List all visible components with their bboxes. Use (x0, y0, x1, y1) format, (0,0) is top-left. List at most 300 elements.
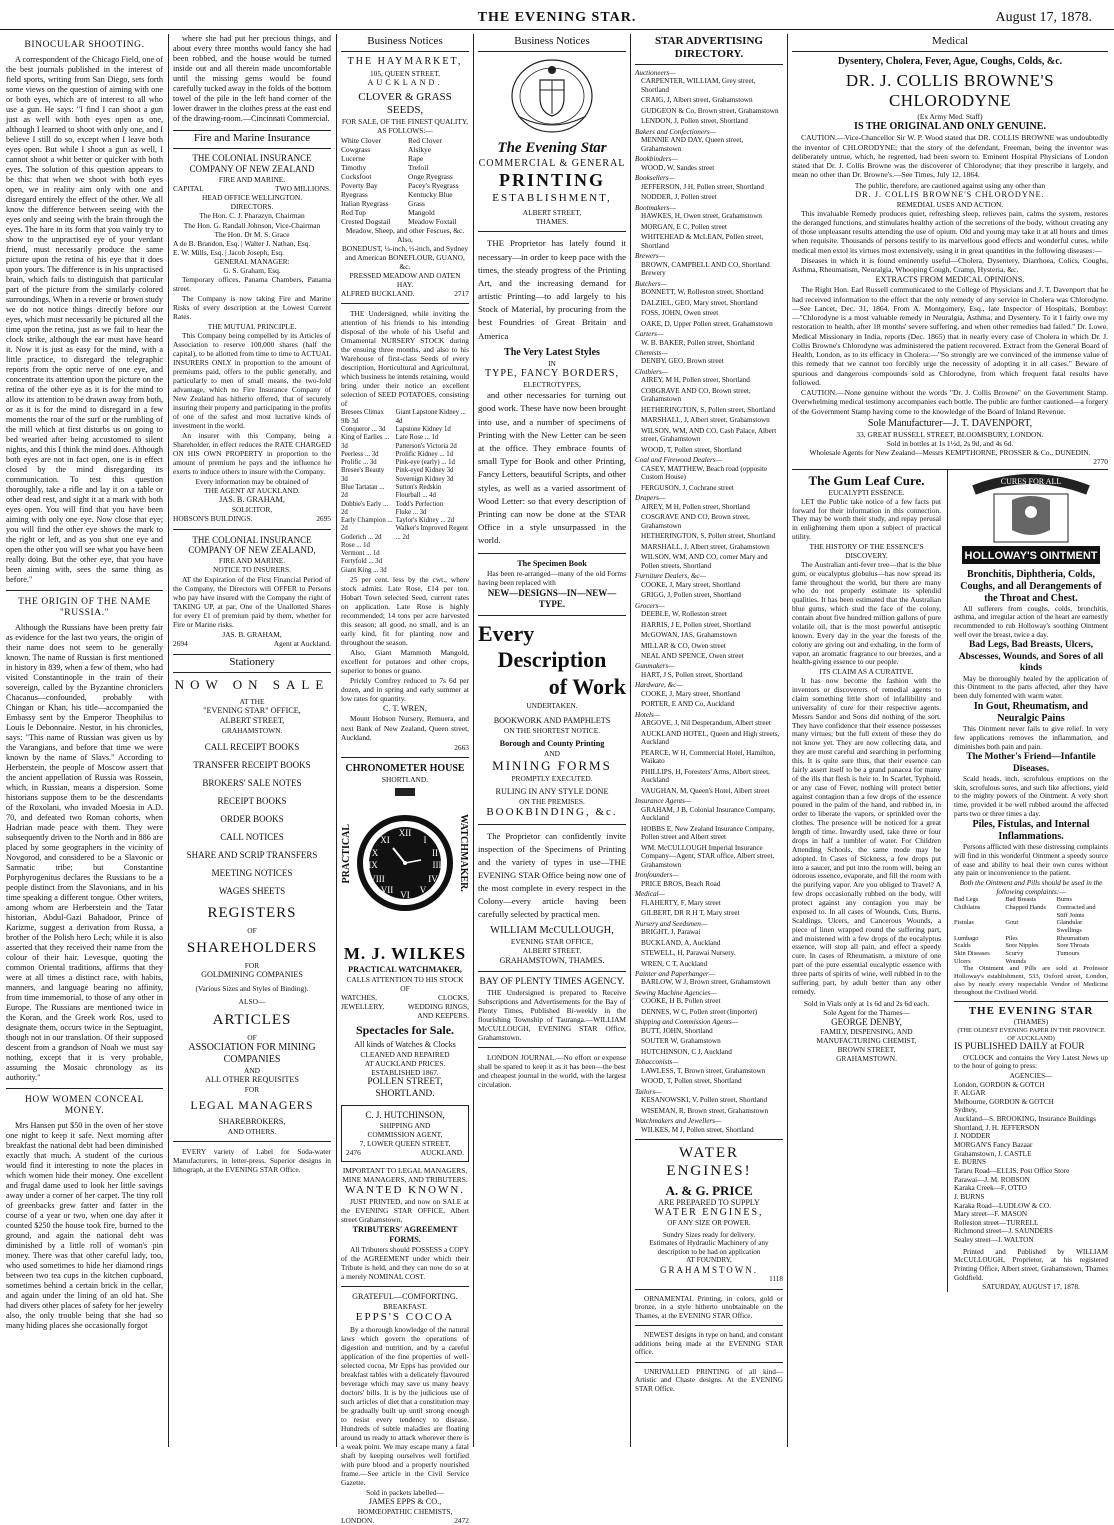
text: Sole Manufacturer—J. T. DAVENPORT, (867, 417, 1033, 429)
text: CLEANED AND REPAIRED (360, 1050, 450, 1060)
text: An insurer with this Company, being a Shareholder, in effect reduces the RATE CHARGED ON HIS OWN PROPERTY in proportion to the amount of premium he pays and the influence he exerts to induce others to insure with the Company. (173, 431, 331, 477)
directory-entry: AUCKLAND HOTEL, Queen and High streets, Auckland (641, 729, 780, 747)
ad-box (341, 1105, 469, 1162)
seed-item: Red Top (341, 207, 367, 217)
complaint-item: Bad Legs (954, 896, 979, 904)
text: Borough and County Printing (499, 739, 605, 749)
complaint-item: Rheumatism (1056, 934, 1089, 942)
column-1 (6, 34, 163, 1447)
potato-item: Sutton's Redskin (395, 483, 442, 491)
text: GRAHAMSTOWN. (221, 726, 283, 736)
seed-item: Mangold (408, 207, 435, 217)
text: Estimates of Hydraulic Machinery of any description to be had on application (649, 1239, 769, 1256)
divider (173, 1141, 331, 1142)
directory-entry: WHITEHEAD & McLEAN, Pollen street, Shortland (641, 233, 764, 250)
text: OF (247, 926, 257, 936)
section-header: Stationery (173, 654, 331, 673)
directory-entry: BUCKLAND, A, Auckland (641, 938, 721, 947)
directory-entry: ARGOVE, J, Nil Desperandum, Albert street (641, 719, 771, 728)
agency-line: Rolleston street—TURRELL (954, 1218, 1039, 1227)
clock-icon (355, 788, 455, 938)
ad-title: The Gum Leaf Cure. (808, 473, 925, 489)
directory-category: Watchmakers and Jewellers— (635, 1117, 722, 1126)
text: NEW—DESIGNS—IN—NEW—TYPE. (487, 587, 617, 609)
agency-line: Tararu Road—ELLIS, Post Office Store (954, 1166, 1070, 1175)
directory-entry: BROWN, CAMPBELL AND CO, Shortland Brewery (641, 260, 770, 278)
directory-entry: WM. McCULLOUGH Imperial Insurance Company—Agent, STAR office, Albert street, Grahamstown (641, 843, 775, 869)
divider (341, 1286, 469, 1287)
agency-line: Richmond street—J. SAUNDERS (954, 1227, 1053, 1236)
text: LONDON. (341, 1516, 375, 1525)
text: FOR (244, 1085, 260, 1095)
potato-item: Conqueror ... 3d (341, 425, 386, 433)
ad-title: THE EVENING STAR (968, 1005, 1094, 1018)
directory-entry: GRAHAM, J B, Colonial Insurance Company, Auckland (641, 805, 776, 823)
holloway-ad (954, 470, 1108, 1292)
text: JUST PRINTED, and now on SALE at the EVENING STAR OFFICE, Albert street Grahamstown, (341, 1197, 469, 1225)
text: TYPE, FANCY BORDERS, (485, 368, 619, 380)
text: UNDERTAKEN. (526, 700, 578, 710)
text: SHAREHOLDERS (186, 940, 318, 957)
directory-entry: BONNETT, W, Rolleston street, Shortland (641, 288, 764, 297)
text: COMPANIES (223, 1054, 281, 1066)
potato-item: Rose ... 1d (341, 541, 370, 549)
divider (6, 590, 163, 591)
seed-item: Italian Ryegrass (341, 198, 389, 208)
seed-item: White Clover (341, 135, 382, 145)
text: THE MUTUAL PRINCIPLE. (207, 321, 297, 331)
text: IS PUBLISHED DAILY at FOUR (954, 1042, 1085, 1053)
column-rule (787, 34, 788, 1447)
potato-item: Peerless ... 3d (341, 450, 379, 458)
directory-entry: HETHERINGTON, S, Pollen street, Shortland (641, 532, 776, 541)
text: POLLEN STREET, SHORTLAND. (367, 1077, 443, 1099)
text: Mount Hobson Nursery, Remuera, and next Bank of New Zealand, Queen street, Auckland. (341, 714, 469, 742)
text: GRAHAMSTOWN, THAMES. (499, 955, 605, 965)
text: JAS. B. GRAHAM, (219, 495, 285, 505)
ad-number: 1118 (769, 1275, 783, 1284)
text: THE Undersigned is prepared to Receive Subscriptions and Advertisements for the Bay of Plenty Times, Published Bi-weekly in the flourishing Township of Tauranga.—WILLIAM McCULLOUGH, EVENING STAR Office, Grahamstown. (478, 988, 626, 1043)
potato-item: King of Earlies ... 3d (341, 434, 390, 450)
text: SOLICITOR, (231, 505, 273, 515)
directory-entry: DENNES, W C, Pollen street (Importer) (641, 1007, 758, 1016)
directory-entry: GILBERT, DR R H T, Mary street (641, 909, 740, 918)
text: Sold in Vials only at 1s 6d and 2s 6d each. (803, 998, 930, 1008)
svg-text:IX: IX (368, 859, 378, 870)
text: FIRE AND MARINE. (218, 556, 286, 566)
text: IMPORTANT TO LEGAL MANAGERS, MINE MANAGERS, AND TRIBUTERS. (342, 1165, 468, 1184)
text: SHIPPING AND (379, 1120, 431, 1130)
divider (478, 615, 626, 616)
text: Diseases in which it is found eminently useful—Cholera, Dysentery, Diarrhoea, Colics, Coughs, Asthma, Rheumatism, Neuralgia, Whooping Cough, Cramp, Hysteria, &c. (792, 255, 1108, 275)
text: ALSO— (238, 997, 266, 1007)
text: Bad Legs, Bad Breasts, Ulcers, Abscesses, Wounds, and Sores of all kinds (958, 640, 1104, 674)
text: ON THE SHORTEST NOTICE. (503, 726, 601, 736)
column-3 (341, 34, 469, 1525)
column-6 (792, 34, 1108, 1447)
complaint-item: Fistulas (954, 919, 974, 927)
text: ARTICLES (212, 1011, 292, 1028)
ad-title: THE COLONIAL INSURANCE COMPANY OF NEW ZEALAND, (188, 534, 316, 556)
potato-item: Prolific Kidney ... 1d (395, 450, 454, 458)
section-header: Fire and Marine Insurance (173, 130, 331, 149)
text: E. W. Mills, Esq. | Jacob Joseph, Esq. (173, 247, 284, 257)
directory-entry: HOBBS E, New Zealand Insurance Company, Pollen street and Albert street (641, 824, 775, 842)
directory-category: Insurance Agents— (635, 797, 692, 806)
text: HOMŒOPATHIC CHEMISTS, (357, 1507, 453, 1517)
text: All sufferers from coughs, colds, bronchitis, asthma, and irregular action of the heart are earnestly recommended to rub Holloway's soothing Ointment well over the breast, twice a day. (954, 604, 1108, 639)
directory-entry: WREN, C T, Auckland (641, 959, 708, 968)
divider (635, 1289, 783, 1290)
text: THE HISTORY OF THE ESSENCE'S DISCOVERY. (809, 542, 924, 560)
divider (478, 1047, 626, 1048)
agency-line: Mary street—F. MASON (954, 1210, 1028, 1219)
text: FOR SALE, OF THE FINEST QUALITY, (341, 117, 469, 127)
side-text: PRACTICAL (341, 823, 352, 884)
text: AND (243, 1066, 260, 1076)
text: The Proprietor can confidently invite inspection of the Specimens of Printing and the variety of types in use—THE EVENING STAR Office being now one of the most complete in every respect in the Colony—every article having been carefully selected by practical men. (478, 831, 626, 919)
directory-entry: BUTT, JOHN, Shortland (641, 1026, 713, 1035)
potato-item: Bresees Climax 9lb 3d (341, 409, 384, 425)
masthead (0, 0, 1114, 30)
complaint-item: Glandular Swellings (1056, 919, 1083, 934)
directory-entry: WOOD, T, Pollen street, Shortland (641, 1077, 742, 1086)
agency-line: J. NODDER (954, 1132, 991, 1141)
article-body: A correspondent of the Chicago Field, one of the best journals published in the interest of field sports, writing from San Diego, sets forth some views on the question of aiming with one or both eyes, which are of interest to all who use a gun. He says: "I find I can shoot a gun just as well with both eyes open as one, although I learned to shoot with only one, and I believe I still do so, except when I leave both eyes open. But while I shoot a gun as well, I cannot shoot a whit better or quicker with both eyes. The solution of this question appears to be this: that when we shoot with both eyes open, we in reality aim only with one and disregard entirely the effect of the other. We all know the difference between seeing with the eyes only and seeing with the brain through the eyes. The hare in its form that you vainly try to show to the unpractised eye of your verdant friend, must necessarily produce the same picture upon the retina of his eye that it does upon yours. The difference is in his unpractised brain, which fails to distinguish that particular part of the picture from the similarly colored surroundings. When in a reverie or brown study we do not notice things directly before our eyes, which must necessarily be pictured all the time upon the retina, just as we fail to hear the clock strike, although the ear must have heard it. Now it is just as easy for the mind, with a little practice, to disregard the telegraphic reports from the optic nerve of one eye, and concentrate its attention upon the picture on the retina of the other eye as it is for the mind to allow its attention to be drawn away from both, or as it is for the mind to disregard in a few moments the roar of the surf or the rumbling of the mill which at first disturbs us on going to bed wearied after being accustomed to silent nights, and this I think the mind does. Although both eyes are not in fact open, one is in effect closed by the mind disregarding its communication. To test this question thoroughly, take a rifle and lay it on a table or other dead rest, and sight it at a mark with both eyes open. You will find that you have been aiming with only one eye. Now close that eye; you will find the other eye shows the mark to the right or left, and as you shut one eye and open the other you will see what you have been really doing. But the other eye, that you have been aiming with, sees the same thing as before." (6, 54, 163, 584)
directory-category: Bootmakers— (635, 203, 676, 212)
newspaper-title: THE EVENING STAR. (477, 10, 637, 25)
stationery-item: RECEIPT BOOKS (217, 795, 287, 806)
text: ASSOCIATION FOR MINING (188, 1041, 316, 1053)
ad-title: THE HAYMARKET, (347, 56, 463, 68)
seed-list (408, 136, 469, 226)
text: BOOKWORK AND PAMPHLETS (493, 716, 611, 726)
agency-line: MORGAN'S Fancy Bazaar (954, 1141, 1033, 1150)
text: Also, (397, 234, 413, 244)
agency-line: Sealey street—J. WALTON (954, 1236, 1034, 1245)
text: GRATEFUL—COMFORTING. (352, 1292, 458, 1302)
text: UNRIVALLED PRINTING of all kind—Artistic and Chaste designs. At the EVENING STAR Office. (635, 1367, 783, 1393)
text: Bronchitis, Diphtheria, Colds, Coughs, and all Derangements of the Throat and Chest. (960, 568, 1102, 604)
text: Description (497, 647, 607, 673)
directory-entry: MARSHALL, J, Albert street, Grahamstown (641, 542, 770, 551)
text: Scald heads, inch, scrofulous eruptions on the skin, scrofulous sores, and such like affections, yield to the mighty powers of the Ointment. A very short time, provided it be well rubbed around the affected parts two or three times a day. (954, 775, 1108, 818)
directory-entry: CASEY, MATTHEW, Beach road (opposite Custom House) (641, 464, 768, 482)
svg-text:VII: VII (380, 884, 394, 895)
agency-line: Shortland, J. H. JEFFERSON (954, 1123, 1040, 1132)
text: Every information may be obtained of (195, 477, 309, 487)
ad-title: NOW ON SALE (174, 677, 330, 693)
ad-number: 2694 (173, 638, 188, 648)
text: O'CLOCK and contains the Very Latest News up to the hour of going to press: (954, 1053, 1108, 1071)
directory-category: Hardware, &c— (635, 681, 683, 690)
clock-illustration-area (341, 784, 469, 944)
text: IS THE ORIGINAL AND ONLY GENUINE. (854, 121, 1046, 133)
directory-entry: MENNIE AND DAY, Queen street, Grahamstown (641, 136, 744, 153)
text: The Mother's Friend—Infantile Diseases. (966, 752, 1096, 774)
section-header: Business Notices (341, 34, 469, 52)
stationery-item: BROKERS' SALE NOTES (202, 778, 302, 789)
article-continuation: where she had put her precious things, and about every three months would fancy she had been robbed, and the house would be turned inside out and all therein made uncomfortable until the missing gems would be found carefully tucked away in the folds of the bottom towel of the pile in the left hand corner of the lower drawer in the clothes press at the east end of the drawing-room.—Cincinnati Commercial. (173, 34, 331, 123)
svg-text:XI: XI (380, 834, 390, 845)
text: The Ointment and Pills are sold at Professor Holloway's establishment, 533, Oxford street, London, also by nearly every respectable Vendor of Medicine throughout the Civilised World. (954, 965, 1108, 997)
directory-entry: HUTCHINSON, C J, Auckland (641, 1047, 732, 1056)
directory-entry: JEFFERSON, J H, Pollen street, Shortland (641, 182, 764, 191)
directory-entry: PHILLIPS, H, Foresters' Arms, Albert street, Auckland (641, 767, 770, 785)
article-title: BINOCULAR SHOOTING. (24, 40, 145, 50)
svg-text:III: III (432, 859, 442, 870)
directory-entry: CRAIG, J, Albert street, Grahamstown (641, 96, 753, 105)
text: Has been re-arranged—many of the old Forms having been replaced with (478, 568, 626, 587)
text: REMEDIAL USES AND ACTION. (896, 199, 1004, 209)
text: of Work (548, 674, 626, 700)
text: SHAREBROKERS, (218, 1116, 286, 1126)
ad-number: 2770 (1093, 457, 1108, 467)
text: ESTABLISHMENT, (492, 191, 612, 204)
directory-entry: WILSON, WM, AND CO, corner Mary and Pollen streets, Shortland (641, 553, 768, 570)
svg-text:I: I (423, 834, 427, 845)
text: Agent at Auckland. (273, 638, 331, 648)
text: AND (543, 749, 560, 759)
seed-item: Alsikye (408, 144, 432, 154)
text: NOTICE TO INSURERS. (213, 565, 291, 575)
text: AUCKLAND. (420, 1147, 464, 1157)
column-rule (336, 34, 337, 1447)
directory-entry: GRIGG, J, Pollen street, Shortland (641, 591, 742, 600)
directory-entry: LAWLESS, T, Brown street, Grahamstown (641, 1066, 766, 1075)
directory-entry: WOOD, W, Sandes street (641, 163, 715, 172)
directory-entry: HART, J S, Pollen street, Shortland (641, 670, 743, 679)
text: Both the Ointment and Pills should be used in the following complaints:— (959, 878, 1103, 896)
article-body: Although the Russians have been pretty fair as evidence for the last two years, the origin of their name does not seem to be generally known. The name of Russian is first mentioned in history in 839, when a few of them, who had visited Constantinople in the train of their sovereign, called by the Byzantine chroniclers Chacanus—confounded, probably with Chingan or Khan, his title—accompanied the Embassy sent by the Emperor Theophilus to Louis le Debonnaire. Nestor, in his chronicles, says: "This name of Russian was given us by the Varangians, and before that time we were known by the name of Slavs." According to Herberstein, the people of Moscow assert that the ancient appellation of Russia was Rossein, which, in Russian, means a dispersion. Some historians suppose them to be the descendants of the Roxolani, who invaded Moesia in A.D. 70, and defeated two Roman cohorts, when Hadrian made peace with them. They were subsequently driven to the North and in 886 are placed by some geographers in the vicinity of Novgorod, and considered to be a Slavonic or Sarmatic tribe; but Constantine Porphyrogenitus declares the Russians to be a people distinct from the Slavonians, and in his time speaking a different tongue. Other writers, among whom are Herberstein and the Tatar historian, Abdul-Gazi Bahadoor, Prince of Karizme, suggest a derivation from Russa, a brother of the Polish hero Lech; while it is also asserted that they received their name from the colour of their hair. Levesque, quoting the common Oriental traditions, affirms that they were at all times a distinct race, with habits, manners, and language bearing no affinity, from time immemorial, to those of any other in Europe. The Russians are mentioned twice in the Koran, and the Greek work Ros, used to designate them, occurs twice in the Septuagint, though not in our translation. Of their supposed descent from a grandson of Noah we must say nothing, except that it is very probable, assuming the Mosaic chronology as its authority." (6, 622, 163, 1082)
text: EVENING STAR OFFICE, (510, 937, 594, 947)
text: May be thoroughly healed by the application of this Ointment to the parts affected, after they have been duly fomented with warm water. (954, 674, 1108, 700)
divider (478, 971, 626, 972)
text: AGENCIES— (1009, 1071, 1053, 1080)
ad-number: 2717 (454, 289, 469, 299)
text: TRIBUTERS' AGREEMENT FORMS. (352, 1225, 458, 1245)
agency-line: Karaka Road—LUDLOW & CO. (954, 1201, 1051, 1210)
directory-category: Drapers— (635, 494, 666, 503)
directory-entry: BARLOW, W J, Brown street, Grahamstown (641, 978, 771, 987)
text: CAUTION.—Vice-Chancellor Sir W. P. Wood stated that DR. COLLIS BROWNE was undoubtedly the inventor of CHLORODYNE; that the story of the defendant, Freeman, being the inventor was deliberately untrue, which, he regretted, had been sworn to. Eminent Hospital Physicians of London stated that Dr. J. Collis Browne was the discoverer of Chlorodyne; that they prescribe it largely, and mean no other than Dr. Browne's.—See Times, July 12, 1864. (792, 133, 1108, 180)
complaint-item: Ulcers (954, 957, 971, 965)
complaint-item: Skin Diseases (954, 950, 990, 958)
text: JAS. B. GRAHAM, (222, 629, 282, 639)
directory-entry: W. B. BAKER, Pollen street, Shortland (641, 338, 755, 347)
text: (THE OLDEST EVENING PAPER IN THE PROVINCE OF AUCKLAND) (957, 1026, 1105, 1042)
gum-leaf-ad (792, 470, 941, 1292)
text: This Ointment never fails to give relief. In very few applications removes the inflammation, and diminishes both pain and pain. (954, 725, 1108, 751)
ad-title: CLOVER & GRASS SEEDS, (358, 90, 452, 117)
directory-entry: COBGRAVE AND CO, Brown street, Grahamstown (641, 386, 751, 404)
directory-entry: NEAL AND SPENCE, Owen street (641, 652, 744, 660)
text: WILLIAM McCULLOUGH, (490, 924, 614, 936)
svg-text:V: V (419, 884, 427, 895)
potato-item: Early Champion ... 2d (341, 517, 393, 533)
seed-item: Timothy (341, 162, 367, 172)
directory-entry: DALZIEL, GEO, Mary street, Shortland (641, 298, 758, 307)
text: This Company being compelled by its Articles of Association to reserve 100,000 shares (half the capital), to be allotted from time to time to ACTUAL INSURERS ONLY in proportion to the amount of premiums paid, offers to the public generally, and particularly to men of small means, the two-fold advantage, which no Fire Insurance Company of New Zealand has hitherto offered, that of securely insuring their property and participating in the profits of one of the safest and most lucrative kinds of investment in the world. (173, 330, 331, 431)
item-list (173, 742, 331, 897)
potato-list (396, 409, 469, 575)
text: AUCKLAND. (367, 77, 443, 87)
text: This invaluable Remedy produces quiet, refreshing sleep, relieves pain, calms the system, restores the deranged functions, and stimulates healthy action of the secretions of the body, without creating any of those unpleasant results attending the use of opium. Old and young may take it at all hours and times when requisite. Thousands of persons testify to its marvellous good effects and wonderful cures, while medical men extol its virtues most extensively, using it in great quantities in the following diseases:— (792, 208, 1108, 255)
text: AND KEEPERS. (417, 1010, 469, 1020)
potato-item: Walker's Improved Regent ... 2d (395, 525, 469, 541)
text: It has now become the fashion with the inventors or discoverers of remedial agents to claim something little short of infallibility and universality of cure for their respective agents. Messrs Sandor and Sons did nothing of the sort. They have confidence that their essence possesses many virtues; but the full extent of these they do not know yet. They are now collecting data, and they are most careful and searching in performing this. It is quite sure thus, that their essence can fairly assert itself to be a grand panacea for many of the ills that flesh is heir to. In Scarlet, Typhoid, or any case of Fever, nothing will protect better against contagion than a few drops of the essence poured in the palm of the hand, and rubbed in, in order to liberate the vapors, or sprinkled over the clothes. The presence will be noticed for a great length of time. Inwardly used, take three or four drops in half a tumbler of water. For Children Attending Schools, the same mode may be adopted. In Cases of Sickness, a few drops put into a saucer, and put into the room will, being an odorous essence, evaporate, and fill the room with the purifying vapor. Are you obliged to Travel? A few drops occasionally rubbed on the body, will protect against any contagion you may be exposed to. In all cases of Wounds, Cuts, Burns, Scaldings, Ulcers, and Cancerous Wounds, a piece of linen wrapped round the suffering part, and moistened with a few drops of the eucalyptus essence, will stop all pain, and effect a speedy cure. In cases of Rheumatism, a mixture of one part of the pure essential eucalyptic essence with three parts of spirits of wine, well rubbed in to the suffering part, by adult better than any other remedy. (792, 676, 942, 996)
directory-entry: PEARCE, W H, Commercial Hotel, Hamilton, Waikato (641, 748, 776, 766)
directory-category: Shipping and Commission Agents— (635, 1018, 739, 1027)
text: LONDON JOURNAL.—No effort or expense shall be spared to keep it as it has been—the best and cheapest journal in the world, with the largest circulation. (478, 1053, 626, 1090)
potato-item: Lapstone Kidney 1d (395, 425, 451, 433)
agency-list (954, 1081, 1108, 1245)
text: REGISTERS (207, 904, 297, 921)
text: (Ex Army Med. Staff) (917, 112, 983, 122)
text: PRINTING (498, 169, 605, 190)
ad-title: DR. J. COLLIS BROWNE'S CHLORODYNE (845, 70, 1055, 111)
agency-line: Melbourne, GORDON & GOTCH (954, 1097, 1054, 1106)
potato-item: Goderich ... 2d (341, 533, 382, 541)
directory-category: Tailors— (635, 1087, 662, 1096)
potato-list (341, 409, 393, 575)
text: CAUTION.—None genuine without the words "Dr. J. Collis Browne" on the Government Stamp. Overwhelming medical testimony accompanies each bottle. The public are further cautioned—a forgery of the Government Stamp having come to the knowledge of the Board of Inland Revenue. (792, 388, 1109, 416)
text: (Various Sizes and Styles of Binding). (195, 984, 309, 994)
directory-entry: BRIGHT, J, Parawai (641, 928, 701, 937)
complaint-item: Gout (1005, 919, 1019, 927)
text: CALLS ATTENTION TO HIS STOCK OF (346, 974, 464, 993)
potato-item: Bresee's Beauty 3d (341, 467, 385, 483)
text: ELECTROTYPES, (523, 380, 581, 390)
text: The Right Hon. Earl Russell communicated to the College of Physicians and J. T. Davenport that he had received information to the effect that the only remedy of any service in Cholera was Chlorodyne.—See Lancet, Dec. 31, 1864. From A. Montgomery, Esq., late Inspector of Hospitals, Bombay:—"Chlorodyne is a most valuable remedy in Neuralgia, Asthma, and Dysentery. To it I fairly owe my restoration to health, after 18 months' severe suffering, and when other remedies had failed." Dr. Lowe. Medical Missionary in India, reports (Dec. 1865) that in nearly every case of Cholera in which Dr. J. Collis Browne's Chlorodyne was administered the patient recovered. Extract from the General Board of Health, London, as to its efficacy in Cholera:—"So strongly are we convinced of the immense value of this remedy that we cannot too forcibly urge the necessity of adopting it in all cases." Beware of spurious and dangerous compounds sold as Chlorodyne, from which frequent fatal results have followed. (792, 285, 1108, 387)
text: Also, Giant Mammoth Mangold, excellent for potatoes and other crops, superior to bones or guano. (341, 648, 469, 676)
column-rule (473, 34, 474, 1447)
text: The Hon. Dr M. S. Grace (214, 229, 290, 239)
directory-entry: FLAHERTY, F, Mary street (641, 898, 721, 907)
text: THE AGENT AT AUCKLAND. (204, 486, 300, 496)
text: ALBERT STREET, (219, 716, 285, 726)
stationery-item: MEETING NOTICES (211, 867, 293, 878)
text: Sole Agent for the Thames— (823, 1007, 910, 1017)
agency-line: London, GORDON & GOTCH (954, 1080, 1045, 1089)
advertising-directory (635, 69, 783, 1134)
directory-category: Nursery and Seedsmen— (635, 919, 708, 928)
text: EUCALYPTI ESSENCE. (828, 487, 905, 497)
directory-entry: KESANOWSKI, V, Pollen street, Shortland (641, 1096, 768, 1105)
text: SATURDAY, AUGUST 17, 1878. (982, 1283, 1080, 1292)
text: GEORGE DENBY, (831, 1017, 902, 1028)
directory-entry: PRICE BROS, Beach Road (641, 879, 721, 888)
text: Sold in bottles at 1s 1½d, 2s 9d, and 4s 6d. (886, 439, 1014, 449)
directory-entry: CARPENTER, WILLIAM, Grey street, Shortland (641, 77, 756, 94)
text: ITS CLAIM AS A CURATIVE. (819, 667, 914, 677)
stationery-item: SHARE AND SCRIP TRANSFERS (186, 849, 318, 860)
potato-item: Fluke ... 3d (395, 508, 427, 516)
divider (478, 553, 626, 554)
stationery-item: CALL NOTICES (220, 831, 284, 842)
column-2 (173, 34, 331, 1447)
directory-entry: GUDGEON & Co, Brown street, Grahamstown (641, 106, 779, 115)
svg-text:VIII: VIII (369, 873, 385, 884)
text: PRACTICAL WATCHMAKER, (348, 964, 462, 974)
value: TWO MILLIONS. (275, 184, 331, 194)
directory-entry: NODDER, J, Pollen street (641, 193, 717, 202)
text: Sold in packets labelled— (366, 1488, 444, 1498)
directory-entry: AIREY, M H, Pollen street, Shortland (641, 502, 750, 511)
potato-item: Sovereign Kidney 3d (395, 475, 454, 483)
column-rule (630, 34, 631, 1447)
directory-category: Chemists— (635, 348, 668, 357)
section-header: STAR ADVERTISING DIRECTORY. (635, 34, 783, 65)
agency-line: Sydney, (954, 1106, 977, 1115)
text: JAMES EPPS & CO., (368, 1497, 442, 1507)
text: HOBSON'S BUILDINGS. (173, 514, 253, 524)
directory-entry: SOUTER W, Grahamstown (641, 1037, 721, 1046)
text: AT THE (239, 697, 265, 707)
text: C. J. HUTCHINSON, (365, 1109, 445, 1120)
ad-title: CHRONOMETER HOUSE (345, 762, 465, 774)
text: DR. J. COLLIS BROWNE'S CHLORODYNE. (855, 189, 1045, 199)
text: 33, GREAT RUSSELL STREET, BLOOMSBURY, LONDON. (856, 430, 1044, 440)
seed-item: Onge Ryegrass (408, 171, 453, 181)
svg-text:II: II (432, 847, 438, 858)
potato-item: Fortyfold ... 3d (341, 558, 382, 566)
text: and other necessaries for turning out good work. These have now been brought into use, and a number of specimens of Printing with the New Letter can be seen at the office. They embrace founts of small Type for Book and other Printing, Fancy Letters, beautiful Scripts, and other styles, as well as a varied assortment of Wood Letter: so that every description of Printing can now be done at the STAR Office in a style unsurpassed in the world. (478, 390, 626, 546)
directory-category: Booksellers— (635, 174, 675, 183)
text: GOLDMINING COMPANIES (201, 970, 303, 980)
text: The Hon. G. Randall Johnson, Vice-Chairman (183, 220, 321, 230)
text: ORNAMENTAL Printing, in colors, gold or bronze, in a style hitherto unobtainable on the Thames, at the EVENING STAR Office. (635, 1294, 783, 1320)
text: Printed and Published by WILLIAM McCULLOUGH, Proprietor, at his registered Printing Office, Albert street, Grahamstown, Thames Goldfield. (954, 1247, 1108, 1282)
text: Persons afflicted with these distressing complaints will find in this wonderful Ointment a speedy source of ease and ability to heal their own cures without any pain or inconvenience to the patient. (954, 843, 1108, 878)
ad-subtitle: FIRE AND MARINE. (218, 175, 286, 185)
text: The Hon. C. J. Pharazyn, Chairman (199, 211, 305, 221)
agency-line: Grahamstown, J. CASTLE (954, 1149, 1032, 1158)
directory-entry: STEWELL, H, Parawai Nursery. (641, 949, 736, 958)
agency-line: Parawai—J. M. ROBSON (954, 1175, 1030, 1184)
svg-text:VI: VI (400, 889, 410, 900)
text: THE Proprietor has lately found it necessary—in order to keep pace with the times, the steady progress of the Printing Art, and the increasing demand for artistic Printing—to add largely to his Stock of Material, by procuring from the best Foundries of Great Britain and America (478, 238, 626, 341)
text: Prickly Comfrey reduced to 7s 6d per dozen, and in spring and early summer at low rates for quantity. (341, 676, 469, 704)
directory-category: Ironfounders— (635, 871, 679, 880)
stationery-item: ORDER BOOKS (220, 813, 284, 824)
seed-item: Lucerne (341, 153, 366, 163)
directory-category: Bakers and Confectioners— (635, 127, 717, 136)
directory-entry: MARSHALL, J, Albert street, Grahamstown (641, 416, 770, 425)
text: DIRECTORS. (230, 202, 274, 212)
complaint-item: Tumours (1056, 950, 1080, 958)
complaint-item: Sore Nipples (1005, 942, 1039, 950)
text: BONEDUST, ¼-inch, ½-inch, and Sydney and American BONEFLOUR, GUANO, &c. (341, 243, 469, 271)
text: GRAHAMSTOWN. (659, 1264, 759, 1275)
text: THAMES. (535, 217, 569, 227)
text: BROWN STREET, (837, 1044, 896, 1054)
seed-item: Crested Dogstail (341, 216, 391, 226)
article-title: THE ORIGIN OF THE NAME "RUSSIA." (18, 596, 151, 619)
text: 25 per cent. less by the cwt., where stock admits. Late Rose, £14 per ton. Hobart Town selected Seed, current rates on application. Late Rose is highly recommended; 14 tons per acre harvested this season; all good, no small, and is an early kind, fit for planting now and throughout the season. (341, 575, 469, 648)
column-5 (635, 34, 783, 1447)
directory-entry: COOKE, J, Mary street, Shortland (641, 689, 741, 698)
directory-entry: OAKE, D, Upper Pollen street, Grahamstown (641, 319, 773, 328)
directory-category: Coal and Firewood Dealers— (635, 456, 722, 465)
directory-entry: FOSS, JOHN, Owen street (641, 309, 719, 318)
text: In Gout, Rheumatism, and Neuralgic Pains (973, 701, 1089, 725)
label: CAPITAL (173, 184, 204, 194)
directory-category: Brewers— (635, 252, 666, 261)
directory-category: Carters— (635, 330, 664, 339)
text: The Australian anti-fever tree—that is the blue gum, or eucalyptus globulus—has now spread its fame throughout the world, but there are many who do not properly estimate its splendid qualities. It has been estimated that the Australian blue gums, which stud the face of the colony, contain about five hundred million gallons of pure volatile oil, that is the most powerful antiseptic known. Every day in the year the forests of the colony are giving out and exhaling, in the form of vapor, an aromatic fragrance to our breezes, and a health-giving essence to our people. (792, 559, 942, 667)
divider (341, 757, 469, 758)
